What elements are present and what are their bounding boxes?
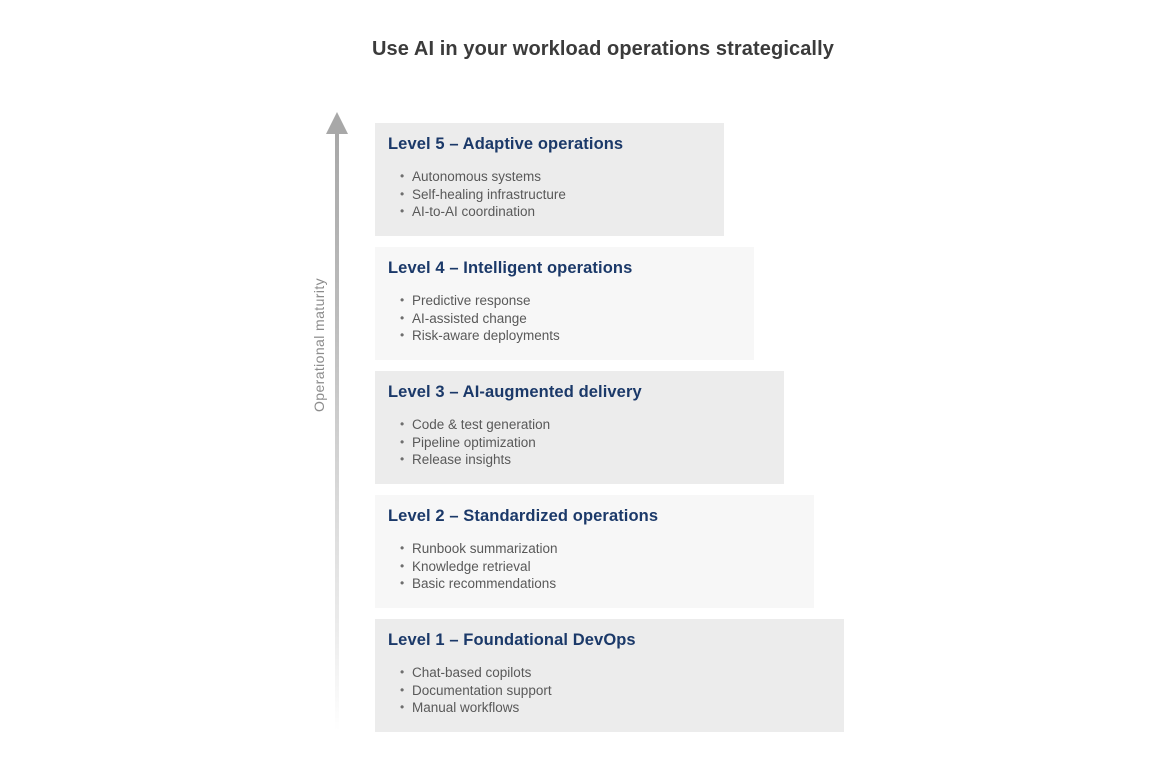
level-bullet-list: [388, 168, 710, 221]
level-title: Level 2 – Standardized operations: [388, 507, 659, 525]
level-box-1: [375, 619, 844, 732]
arrow-up-icon: [326, 112, 348, 134]
level-bullet-list: [388, 540, 800, 593]
level-box-2: [375, 495, 814, 608]
level-box-5: [375, 123, 724, 236]
bullet-item: • Self-healing infrastructure: [400, 186, 710, 204]
bullet-item: • AI-assisted change: [400, 310, 740, 328]
page-title: Use AI in your workload operations strategically: [372, 38, 834, 60]
bullet-item: • Knowledge retrieval: [400, 558, 800, 576]
level-title: Level 5 – Adaptive operations: [388, 135, 624, 153]
bullet-item: • Predictive response: [400, 292, 740, 310]
level-box-4: [375, 247, 754, 360]
bullet-item: • AI-to-AI coordination: [400, 203, 710, 221]
bullet-item: • Chat-based copilots: [400, 664, 830, 682]
bullet-item: • Manual workflows: [400, 699, 830, 717]
level-bullet-list: [388, 416, 770, 469]
axis-line: [335, 133, 339, 731]
bullet-item: • Pipeline optimization: [400, 434, 770, 452]
level-box-3: [375, 371, 784, 484]
bullet-item: • Basic recommendations: [400, 575, 800, 593]
axis-label: Operational maturity: [311, 277, 327, 413]
bullet-item: • Autonomous systems: [400, 168, 710, 186]
bullet-item: • Runbook summarization: [400, 540, 800, 558]
level-bullet-list: [388, 292, 740, 345]
bullet-item: • Code & test generation: [400, 416, 770, 434]
bullet-item: • Risk-aware deployments: [400, 327, 740, 345]
bullet-item: • Documentation support: [400, 682, 830, 700]
level-title: Level 3 – AI-augmented delivery: [388, 383, 642, 401]
level-bullet-list: [388, 664, 830, 717]
bullet-item: • Release insights: [400, 451, 770, 469]
level-title: Level 1 – Foundational DevOps: [388, 631, 636, 649]
level-title: Level 4 – Intelligent operations: [388, 259, 633, 277]
